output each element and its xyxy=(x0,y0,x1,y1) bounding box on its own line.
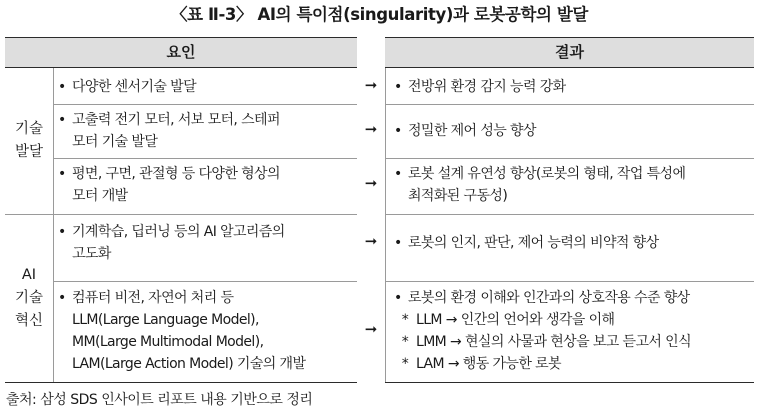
result-line: 로봇의 환경 이해와 인간과의 상호작용 수준 향상 xyxy=(408,290,690,306)
row-divider xyxy=(385,281,754,282)
cause-line: 고도화 xyxy=(72,246,111,262)
bullet-icon: • xyxy=(58,224,66,240)
cause-line: MM(Large Multimodal Model), xyxy=(72,334,264,350)
arrow-right-icon: ➞ xyxy=(364,232,378,250)
table-title: 〈표 Ⅱ-3〉 AI의 특이점(singularity)과 로봇공학의 발달 xyxy=(171,5,588,24)
row-divider xyxy=(53,104,357,105)
header-cause: 요인 xyxy=(5,37,357,68)
cause-line: 기계학습, 딥러닝 등의 AI 알고리즘의 xyxy=(72,224,285,240)
bullet-icon: • xyxy=(58,79,66,95)
cause-line: 고출력 전기 모터, 서보 모터, 스테퍼 xyxy=(72,112,280,128)
table-bottom-border xyxy=(385,382,754,383)
category-line: AI xyxy=(21,266,37,283)
bullet-icon: • xyxy=(394,123,402,139)
bullet-icon: • xyxy=(58,290,66,306)
table-bottom-border xyxy=(5,382,357,383)
result-sub-line: LAM → 행동 가능한 로봇 xyxy=(416,356,561,372)
result-line: 로봇 설계 유연성 향상(로봇의 형태, 작업 특성에 xyxy=(408,166,686,182)
category-ai-innovation xyxy=(5,214,53,382)
row-divider xyxy=(385,214,754,215)
category-tech-development xyxy=(5,68,53,214)
arrow-right-icon: ➞ xyxy=(364,120,378,138)
bullet-icon: • xyxy=(58,166,66,182)
table-row-result xyxy=(394,163,754,207)
category-line: 기술 xyxy=(14,289,43,306)
result-line: 최적화된 구동성) xyxy=(408,188,508,204)
bullet-icon: • xyxy=(58,112,66,128)
bullet-icon: • xyxy=(394,290,402,306)
result-line: 정밀한 제어 성능 향상 xyxy=(408,123,536,139)
table-row-result xyxy=(394,232,754,254)
bullet-icon: • xyxy=(394,235,402,251)
table-row-cause xyxy=(58,163,356,207)
table-row-result xyxy=(394,120,754,142)
table-row-cause xyxy=(58,221,356,265)
result-line: 로봇의 인지, 판단, 제어 능력의 비약적 향상 xyxy=(408,235,659,251)
result-line: 전방위 환경 감지 능력 강화 xyxy=(408,79,566,95)
cause-line: 컴퓨터 비전, 자연어 처리 등 xyxy=(72,290,234,306)
category-line: 발달 xyxy=(14,144,43,160)
source-note: 출처: 삼성 SDS 인사이트 리포트 내용 기반으로 정리 xyxy=(6,392,313,408)
cause-line: 평면, 구면, 관절형 등 다양한 형상의 xyxy=(72,166,280,182)
category-line: 기술 xyxy=(14,121,43,137)
cause-line: 모터 개발 xyxy=(72,188,128,204)
row-divider xyxy=(5,214,357,215)
asterisk-icon: * xyxy=(401,334,409,350)
table-row-result xyxy=(394,76,754,98)
result-sub-line: LLM → 인간의 언어와 생각을 이해 xyxy=(416,312,615,328)
table-row-cause xyxy=(58,109,356,153)
cause-line: LAM(Large Action Model) 기술의 개발 xyxy=(72,356,306,372)
row-divider xyxy=(385,104,754,105)
column-divider xyxy=(385,68,386,382)
cause-line: 모터 기술 발달 xyxy=(72,134,158,150)
arrow-right-icon: ➞ xyxy=(364,76,378,94)
arrow-right-icon: ➞ xyxy=(364,174,378,192)
asterisk-icon: * xyxy=(401,312,409,328)
arrow-right-icon: ➞ xyxy=(364,320,378,338)
cause-line: LLM(Large Language Model), xyxy=(72,312,259,328)
table-row-result xyxy=(394,287,754,375)
row-divider xyxy=(53,281,357,282)
asterisk-icon: * xyxy=(401,356,409,372)
column-divider xyxy=(53,68,54,382)
row-divider xyxy=(385,158,754,159)
bullet-icon: • xyxy=(394,79,402,95)
header-result: 결과 xyxy=(385,37,754,68)
bullet-icon: • xyxy=(394,166,402,182)
row-divider xyxy=(53,158,357,159)
cause-line: 다양한 센서기술 발달 xyxy=(72,79,197,95)
table-row-cause xyxy=(58,287,356,375)
result-sub-line: LMM → 현실의 사물과 현상을 보고 듣고서 인식 xyxy=(416,334,692,350)
category-line: 혁신 xyxy=(14,312,43,329)
table-row-cause xyxy=(58,76,356,98)
